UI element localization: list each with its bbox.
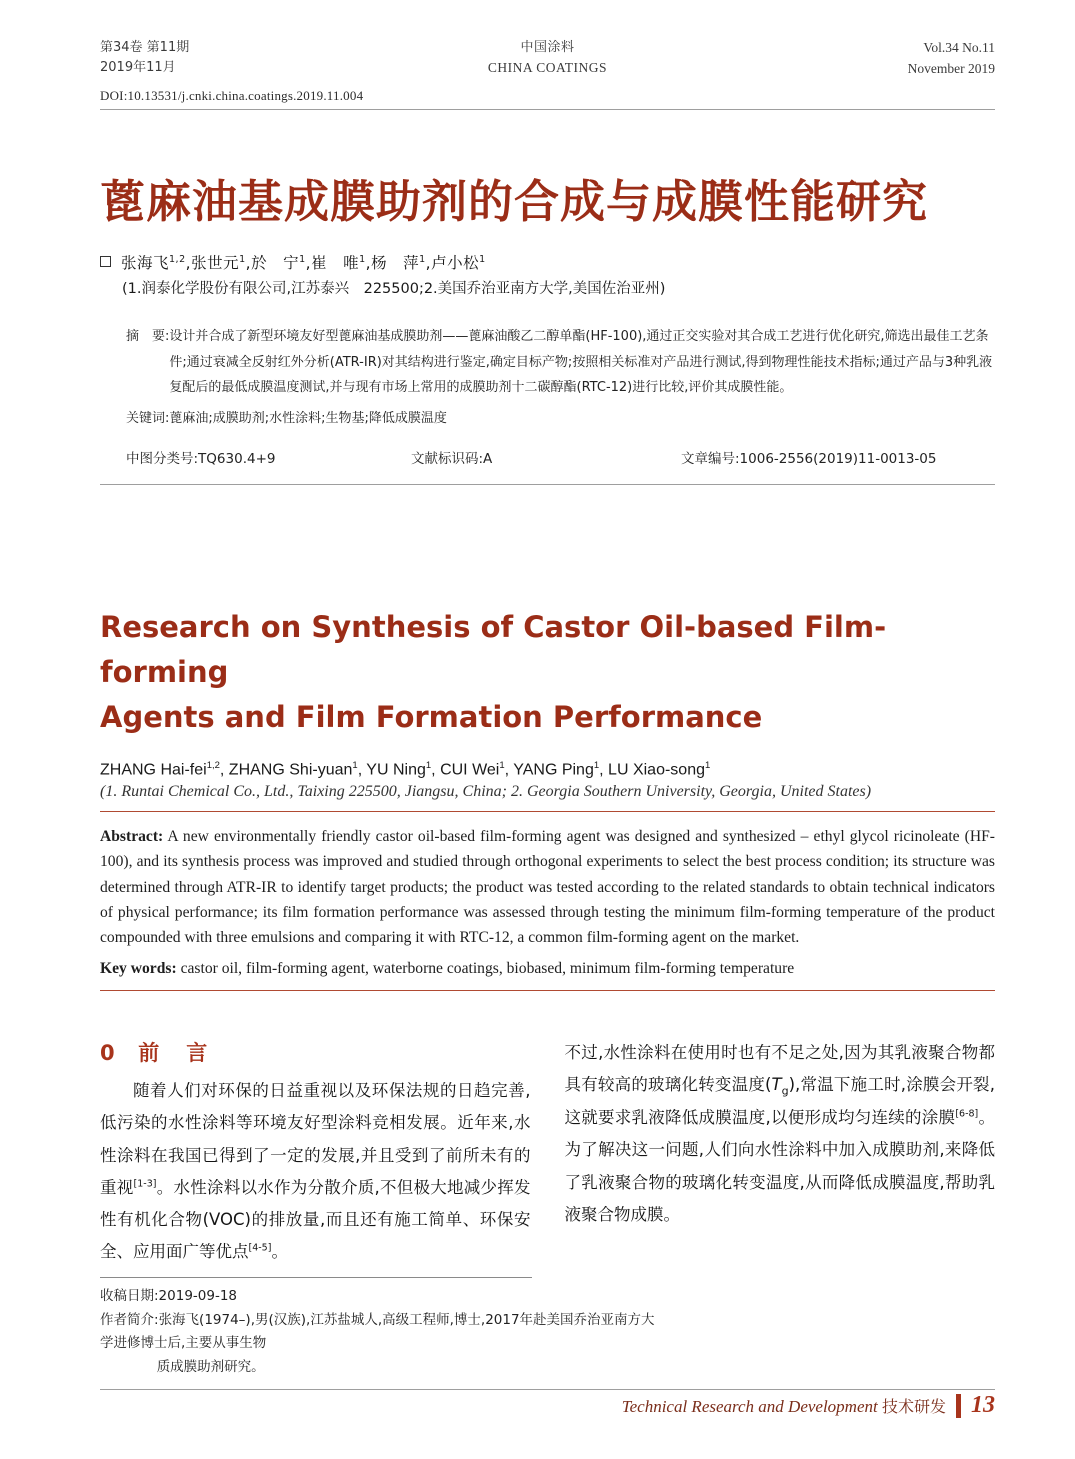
chinese-keywords-label: 关键词: [126, 411, 170, 427]
left-para-text-3: 。 [271, 1242, 288, 1262]
chinese-author-sup: 1 [359, 254, 366, 266]
section-heading [100, 1037, 531, 1067]
doi-line: DOI:10.13531/j.cnki.china.coatings.2019.11.004 [100, 87, 364, 103]
chinese-title: 蓖麻油基成膜助剂的合成与成膜性能研究 [100, 174, 929, 228]
english-keywords-label: Key words: [100, 960, 177, 978]
volume-issue-en: Vol.34 No.11 [923, 40, 995, 55]
abstract-divider [100, 484, 995, 485]
left-paragraph-1 [100, 1075, 531, 1268]
chinese-author-sup: 1 [479, 254, 486, 266]
english-affiliation: (1. Runtai Chemical Co., Ltd., Taixing 225500, Jiangsu, China; 2. Georgia Southern University, Georgia, United States) [100, 783, 872, 801]
author-sup-2: 1 [352, 759, 358, 771]
received-date: 收稿日期:2019-09-18 [100, 1288, 238, 1304]
header-divider [100, 109, 995, 110]
footer-section-label [622, 1394, 946, 1417]
page-number: 13 [971, 1392, 995, 1418]
footer-bar-icon [956, 1394, 961, 1418]
chinese-abstract-text: 设计并合成了新型环境友好型蓖麻油基成膜助剂——蓖麻油酸乙二醇单酯(HF-100),通过正交实验对其合成工艺进行优化研究,筛选出最佳工艺条件;通过衰减全反射红外分析(ATR-IR)对其结构进行鉴定,确定目标产物;按照相关标准对产品进行测试,得到物理性能技术指标;通过产品与3种乳液复配后的最低成膜温度测试,并与现有市场上常用的成膜助剂十二碳醇酯(RTC-12)进行比较,评价其成膜性能。 [169, 329, 993, 395]
author-sup-4: 1 [499, 759, 505, 771]
english-authors: ZHANG Hai-fei$^{1,2}$, ZHANG Shi-yuan$^1$, YU Ning$^1$, CUI Wei$^1$, YANG Ping$^1$, LU Xiao-song$^1$ [100, 759, 711, 779]
section-title: 前 言 [138, 1041, 211, 1066]
chinese-author-sup: 1,2 [169, 254, 186, 266]
citation-ref-1: [1-3] [133, 1178, 157, 1190]
english-keywords-text: castor oil, film-forming agent, waterborne coatings, biobased, minimum film-forming temperature [176, 960, 795, 978]
citation-ref-3: [6-8] [955, 1108, 979, 1120]
chinese-abstract-block [126, 324, 995, 472]
author-bio-text1: 张海飞(1974–),男(汉族),江苏盐城人,高级工程师,博士,2017年赴美国乔治亚南方大学进修博士后,主要从事生物 [100, 1311, 655, 1352]
body-columns [100, 1037, 995, 1268]
chinese-author-sup: 1 [419, 254, 426, 266]
footer-text-en: Technical Research and Development [621, 1397, 882, 1416]
chinese-author-name: 张海飞 [121, 254, 170, 273]
document-code: 文献标识码:A [411, 450, 493, 467]
chinese-authors-text: 张海飞$^{1,2}$,张世元$^1$,於 宁$^1$,崔 唯$^1$,杨 萍$^1$,卢小松$^1$ [121, 254, 486, 273]
chinese-affiliation: (1.润泰化学股份有限公司,江苏泰兴 225500;2.美国乔治亚南方大学,美国佐治亚州) [122, 281, 666, 298]
chinese-author-name: 卢小松 [431, 254, 480, 273]
author-sup-3: 1 [425, 759, 432, 771]
chinese-keywords-text: 蓖麻油;成膜助剂;水性涂料;生物基;降低成膜温度 [169, 411, 447, 427]
footnote-divider [100, 1277, 532, 1278]
footer-text-cn: 技术研发 [881, 1397, 946, 1416]
chinese-author-name: 於 宁 [251, 254, 300, 273]
body-column-left [100, 1037, 531, 1268]
chinese-authors [100, 251, 995, 273]
english-abstract [100, 824, 995, 950]
author-sup-1: 1,2 [206, 759, 220, 771]
page-footer [622, 1392, 995, 1419]
chinese-author-name: 崔 唯 [311, 254, 360, 273]
chinese-author-sup: 1 [299, 254, 306, 266]
right-para-text-2: ),常温下施工时,涂膜会开裂,这就要求乳液降低成膜温度,以便形成均匀连续的涂膜 [564, 1075, 996, 1128]
footer-divider [100, 1389, 995, 1390]
article-id: 文章编号:1006-2556(2019)11-0013-05 [681, 450, 937, 467]
chinese-classification-row [126, 446, 995, 472]
author-bio-label: 作者简介: [100, 1311, 159, 1328]
volume-issue-cn: 第34卷 第11期 [100, 40, 190, 55]
running-head-center [330, 38, 765, 79]
chinese-author-name: 杨 萍 [371, 254, 420, 273]
english-abstract-label: Abstract: [100, 828, 164, 846]
bullet-square-icon [100, 256, 111, 267]
chinese-author-sup: 1 [239, 254, 246, 266]
running-head-right [765, 38, 995, 80]
chinese-author-name: 张世元 [191, 254, 240, 273]
date-cn: 2019年11月 [100, 60, 176, 76]
right-paragraph-1 [565, 1037, 996, 1231]
english-abstract-text: A new environmentally friendly castor oil-based film-forming agent was designed and synthesized – ethyl glycol ricinoleate (HF-100), and its synthesis process was improved and studied through orthogonal experiments to select the best process condition; its structure was determined through ATR-IR to identify target products; the product was tested according to the related standards to obtain technical indicators of physical performance; its film formation performance was assessed through testing the minimum film-forming temperature of the product compounded with three emulsions and comparing it with RTC-12, a common film-forming agent on the market. [100, 828, 995, 947]
date-en: November 2019 [907, 60, 995, 76]
author-sup-6: 1 [705, 759, 711, 771]
tg-symbol: T [771, 1075, 782, 1095]
section-number: 0 [100, 1041, 118, 1066]
citation-ref-2: [4-5] [248, 1242, 272, 1254]
body-column-right [565, 1037, 996, 1268]
tg-subscript: g [781, 1084, 789, 1098]
author-bio-line1 [100, 1309, 660, 1356]
left-para-text-1: 随着人们对环保的日益重视以及环保法规的日趋完善,低污染的水性涂料等环境友好型涂料竞相发展。近年来,水性涂料在我国已得到了一定的发展,并且受到了前所未有的重视 [100, 1081, 531, 1197]
clc-number: 中图分类号:TQ630.4+9 [126, 450, 276, 467]
journal-name-en: CHINA COATINGS [487, 60, 608, 76]
english-divider-bottom [100, 990, 995, 991]
footnote-block [100, 1285, 660, 1380]
english-keywords [100, 960, 995, 978]
author-bio-line2: 质成膜助剂研究。 [156, 1358, 265, 1375]
running-head-left [100, 38, 330, 78]
chinese-abstract-label: 摘 要: [126, 329, 170, 345]
right-para-text-3: 。为了解决这一问题,人们向水性涂料中加入成膜助剂,来降低了乳液聚合物的玻璃化转变温度,从而降低成膜温度,帮助乳液聚合物成膜。 [564, 1108, 996, 1224]
english-title-line1: Research on Synthesis of Castor Oil-based Film-forming [100, 609, 887, 689]
english-title-line2: Agents and Film Formation Performance [100, 699, 763, 734]
english-title [100, 605, 995, 740]
english-divider-top [100, 811, 995, 812]
journal-name-cn: 中国涂料 [520, 40, 575, 55]
running-head [100, 38, 995, 80]
left-para-text-2: 。水性涂料以水作为分散介质,不但极大地减少挥发性有机化合物(VOC)的排放量,而且还有施工简单、环保安全、应用面广等优点 [100, 1177, 531, 1262]
author-sup-5: 1 [593, 759, 600, 771]
right-para-text-1: 不过,水性涂料在使用时也有不足之处,因为其乳液聚合物都具有较高的玻璃化转变温度( [564, 1043, 995, 1095]
